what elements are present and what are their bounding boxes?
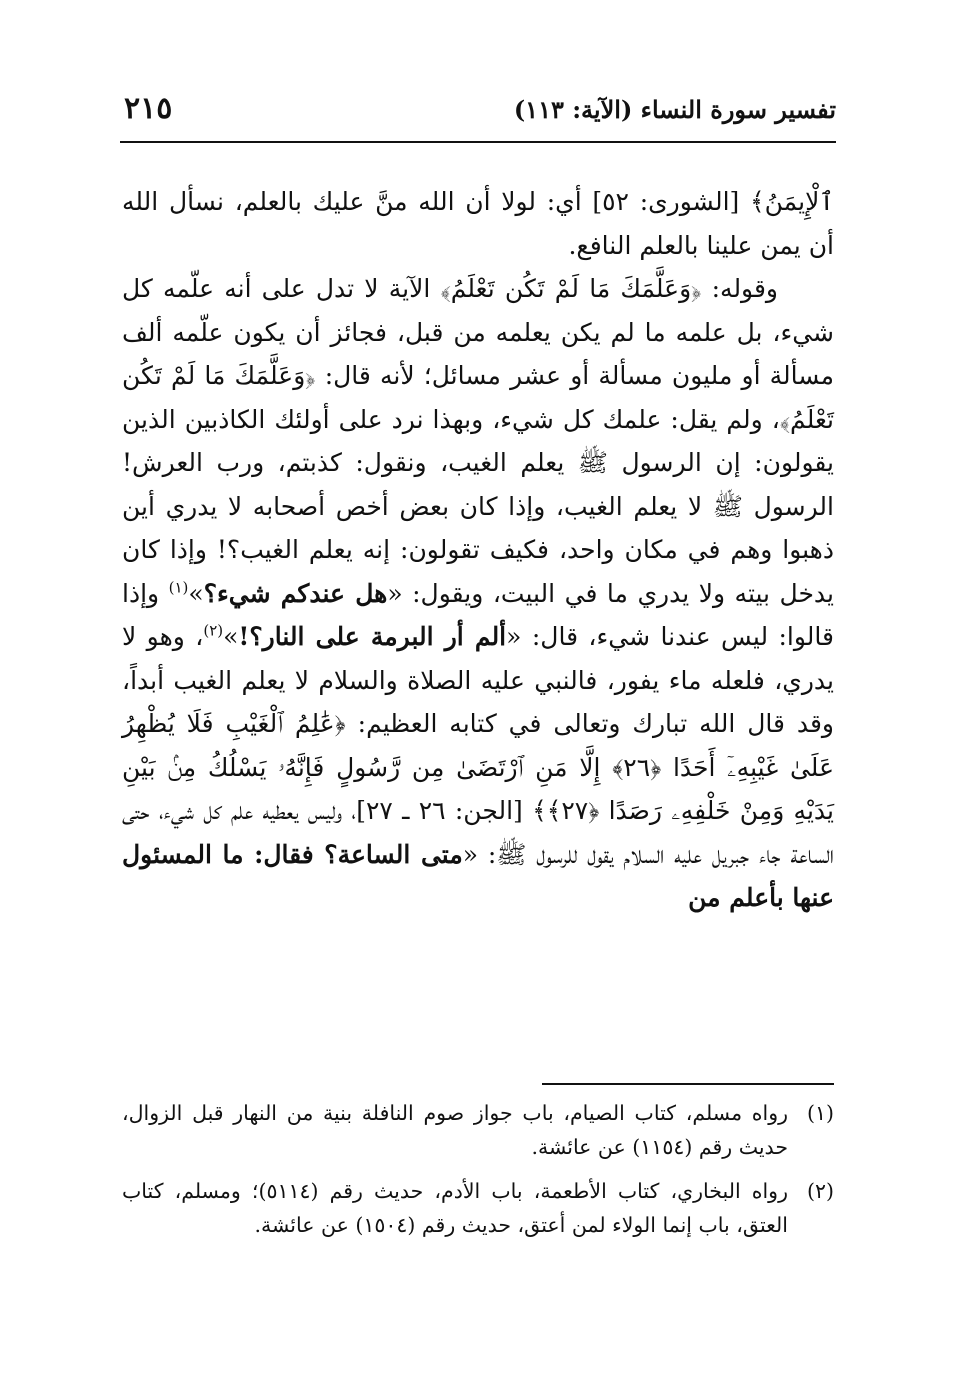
footnote-2 [122,1174,834,1242]
quran-verse: ﴿عَٰلِمُ ٱلْغَيْبِ فَلَا يُظْهِرُ عَلَىٰ غَيْبِهِۦٓ أَحَدًا ﴿٢٦﴾ إِلَّا مَنِ ٱرْتَضَىٰ مِن رَّسُولٍ فَإِنَّهُۥ يَسْلُكُ مِنۢ بَيْنِ يَدَيْهِ وَمِنْ خَلْفِهِۦ رَصَدًا ﴿٢٧﴾﴾ [122,709,834,825]
paragraph-1-text: [الشورى: ٥٢] أي: لولا أن الله منَّ عليك بالعلم، نسأل الله أن يمن علينا بالعلم النافع. [122,187,834,260]
hadith-quote: ألم أر البرمة على النار؟! [238,622,507,651]
footnote-1 [122,1096,834,1164]
text-run: وإذا قالوا: ليس عندنا شيء، قال: « [122,578,834,651]
text-run: وقوله: [701,274,778,303]
paragraph-2 [122,267,834,920]
quran-verse: ﴿وَعَلَّمَكَ مَا لَمْ تَكُن تَعْلَمُ﴾ [440,274,702,303]
footnotes [122,1096,834,1252]
header-divider [120,141,836,143]
text-run: [الجن: ٢٦ ـ ٢٧]، وليس يعطيه علم كل شيء، حتى الساعة جاء جبريل عليه السلام يقول للرسول ﷺ: « [122,796,834,869]
footnote-divider [542,1083,834,1085]
footnote-text: رواه البخاري، كتاب الأطعمة، باب الأدم، حديث رقم (٥١١٤)؛ ومسلم، كتاب العتق، باب إنما الولاء لمن أعتق، حديث رقم (١٥٠٤) عن عائشة. [122,1179,788,1237]
hadith-quote: متى الساعة؟ فقال: ما المسئول عنها بأعلم من [122,839,834,912]
page-number: ٢١٥ [124,91,173,126]
text-run: ، ولم يقل: علمك كل شيء، وبهذا نرد على أولئك الكاذبين الذين يقولون: إن الرسول ﷺ يعلم الغيب، ونقول: كذبتم، ورب العرش! الرسول ﷺ لا يعلم الغيب، وإذا كان بعض أخص أصحابه لا يدري أين ذهبوا وهم في مكان واحد، فكيف تقولون: إنه يعلم الغيب؟! وإذا كان يدخل بيته ولا يدري ما في البيت، ويقول: « [122,404,834,608]
running-title: تفسير سورة النساء (الآية: ١١٣) [513,95,836,124]
text-run: » [188,578,204,608]
quran-fragment: ٱلْإِيمَنُ﴾ [750,187,834,216]
footnote-number: (٢) [806,1179,834,1203]
paragraph-1 [122,180,834,267]
hadith-quote: هل عندكم شيء؟ [203,578,388,608]
text-run: » [223,622,239,651]
quran-verse: ﴿وَعَلَّمَكَ مَا لَمْ تَكُن تَعْلَمُ﴾ [122,361,834,434]
footnote-number: (١) [806,1101,834,1125]
text-run: الآية لا تدل على أنه علّمه كل شيء، بل علمه ما لم يكن يعلمه من قبل، فجائز أن يكون علّمه ألف مسألة أو مليون مسألة أو عشر مسائل؛ لأنه قال: [122,274,834,390]
footnote-ref-2[interactable]: (٢) [203,621,224,640]
footnote-text: رواه مسلم، كتاب الصيام، باب جواز صوم النافلة بنية من النهار قبل الزوال، حديث رقم (١١٥٤) عن عائشة. [122,1101,788,1159]
text-run: ، وهو لا يدري، فلعله ماء يفور، فالنبي عليه الصلاة والسلام لا يعلم الغيب أبداً، وقد قال الله تبارك وتعالى في كتابه العظيم: [122,622,834,738]
page-header [120,84,836,134]
footnote-ref-1[interactable]: (١) [168,578,189,597]
main-text [122,180,834,920]
